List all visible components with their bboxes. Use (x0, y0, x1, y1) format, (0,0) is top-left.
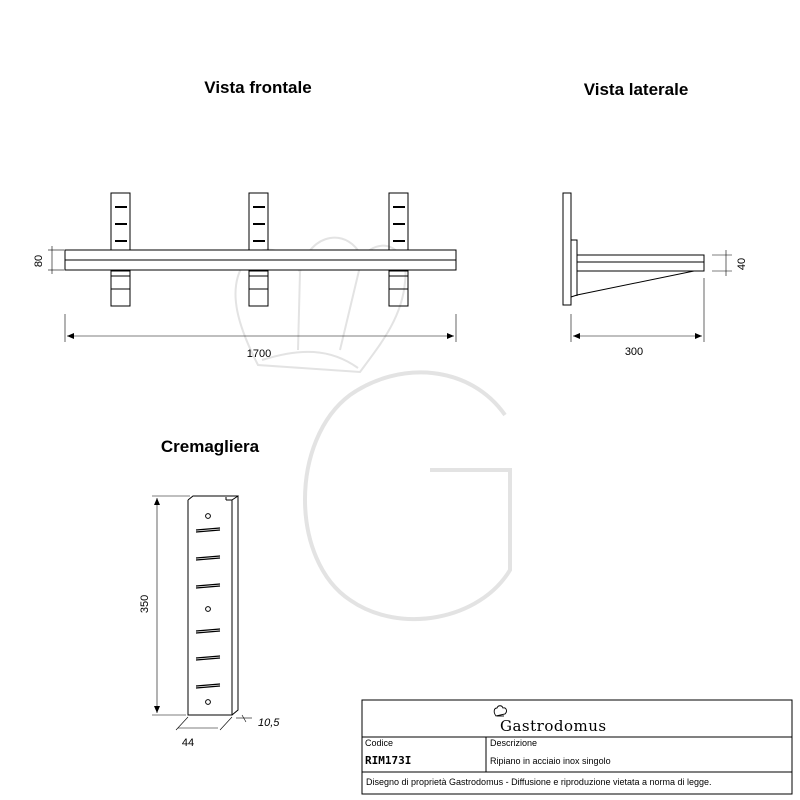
side-bracket (571, 240, 704, 297)
description-label: Descrizione (490, 738, 538, 748)
rack-view-title: Cremagliera (160, 437, 260, 456)
front-height-dimension (48, 246, 64, 274)
side-view-title: Vista laterale (583, 80, 689, 99)
rack-hole-bottom (206, 700, 211, 705)
front-width-label: 1700 (246, 348, 272, 360)
rack-slots (196, 528, 220, 688)
copyright-footer: Disegno di proprietà Gastrodomus - Diffusione e riproduzione vietata a norma di legge. (366, 777, 712, 787)
front-width-dimension (65, 314, 456, 342)
rack-height-dimension (152, 496, 190, 715)
description-value: Ripiano in acciaio inox singolo (490, 756, 611, 766)
chef-hat-icon (494, 706, 506, 716)
rack-hole-top (206, 514, 211, 519)
front-height-label: 80 (33, 254, 45, 268)
rack-width-dimension (176, 717, 232, 730)
rack-hole-middle (206, 607, 211, 612)
side-height-dimension (712, 250, 732, 276)
side-height-label: 40 (736, 257, 748, 271)
code-value: RIM173I (365, 754, 412, 767)
wall-upright (563, 193, 571, 305)
rack-height-label: 350 (139, 594, 151, 614)
side-depth-label: 300 (624, 346, 644, 358)
rack-depth-dimension (236, 715, 252, 722)
code-label: Codice (365, 738, 394, 748)
shelf-plate (65, 250, 456, 270)
rack-depth-label: 10,5 (258, 717, 280, 729)
rack-view (152, 496, 252, 730)
brand-name: Gastrodomus (500, 717, 607, 735)
side-depth-dimension (571, 278, 704, 342)
rack-width-label: 44 (181, 737, 195, 749)
front-view-title: Vista frontale (204, 78, 312, 97)
side-view (563, 193, 732, 342)
